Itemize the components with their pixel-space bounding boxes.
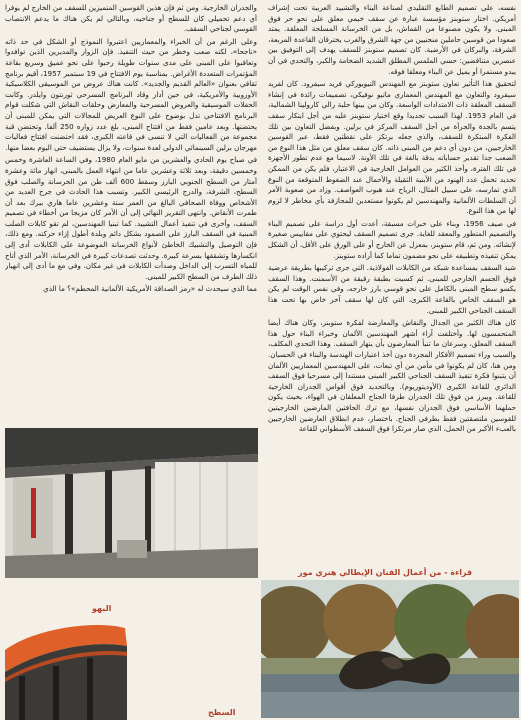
paragraph: والجدران الخارجية. ومن ثم فإن هذين القوسين المتميزين للسقف من الخارج لم يوفرا أي دعم تحميلي كان للسطح أو جناحيه، وبالتالي لم يكن هناك ما يدعم الانتصاب القوسي لجناحي السقف. bbox=[5, 3, 257, 34]
roof-caption: السطح bbox=[208, 708, 236, 717]
paragraph: في صباح يوم الحادي والعشرين من مايو العام 1980، وفي الساعة العاشرة وخمس وخمسين دقيقة، وبعد ثلاثة وعشرين عاما من انتهاء العمل بالمبنى، انهار مائة وعشرة أمتار من السطح الجنوبي البارز وسقط 600 ألف طن من الخرسانة والصلب فوق السطح، الشرفة، والدرج الرئيسي الكبير. وتسبب هذا الحادث في جرح العديد من الأشخاص ووفاة الصحافي البالغ من العمر ستة وعشرين عاما هاري بيرك بعد أن طمرت الأنقاض. وانتهى التقرير النهائي إلى أن الأمر كان مزيجا من أخطاء في تصميم السقف، وأخرى في تنفيذ أعمال التشييد. كما تبنيا المهندسين، لم تقو كابلات الصلب المبنية في السقف البارز على الصمود بشكل دائم وبلدة أطول إزاء حركته. ومع ذلك، فإن التوصيل والتشبيك الخاطئ لأنواع الخرسانة الموضوعة على الكابلات أدى إلى انكسارها وتشققها بسرعة كبيرة. وحدثت تصدعات كبيرة في الخرسانة، الأمر الذي أتاح للمياه التسرب إلى الداخل وصدأت الكابلات في غير مكان. وفي مع ما أدى إلى انهيار ذلك الطرف من السطح الكبير للمبنى. bbox=[5, 155, 257, 281]
article-column-left bbox=[5, 3, 257, 423]
lobby-photo bbox=[5, 428, 258, 578]
paragraph: في صيف 1956، وبناء على خبرات مسبقة، أعدت أول دراسة على تصميم البناء والتصميم المتطور والمعقد للغاية. جرى تصميم السقف ليحتوي على مقاييس صغيرة لإنشائه. ومن ثم، قام ستوبنز، بمعزل عن الخارج أو على الورق على الأقل، أن الشكل يمكن تنفيذه وتطبيقه على نحو مضمون تماما كما أراده ستوبنز. bbox=[268, 218, 516, 260]
sculpture-photo bbox=[261, 580, 519, 718]
paragraph: شيد السقف بمساعدة شبكة من الكابلات الفولاذية. التي جرى تركيبها بطريقة عرضية فوق الجسم الخارجي للمبنى. ثم كسيت بطبقة رقيقة من الأسمنت. وهذا السقف يكسو سطح المبنى بالكامل على نحو قوسي بارز خارجه، وفي نفس الوقت لم يكن هو السقف الخاص بالقاعة الكبرى، التي كان لها سقف آخر خاص بها تحت هذا السقف الجناحي الكبير للمبنى. bbox=[268, 263, 516, 315]
lobby-caption: البهو bbox=[92, 604, 112, 613]
paragraph: وعلى الرغم من أن الخبراء والمعماريين اعتبروا النموذج أو الشكل في حد ذاته «ناجحا»، لكنه صعب وخطر من حيث التنفيذ. فإن الزوار والمديرين الذين توافدوا وتعاقبوا على المبنى على مدى سنوات طويلة رحبوا على نحو عميق وسريع بقاعة المؤتمرات المتعددة الأغراض. بمناسبة يوم الافتتاح في 19 سبتمبر 1957، أقيم برنامج ثقافي بعنوان «العالم القديم والجديد». كانت هناك عروض من الموسيقى الكلاسيكية الأوروبية والأمريكية، في حين أدار وقاد البرنامج المسرحي ثورنتون وايلدر. وكانت الحفلات الموسيقية والعروض المسرحية والمعارض وحلقات النقاش التي شكلت قوام البرنامج الافتتاحي تدل بوضوح على النوع العريض للمجالات التي يمكن للمبنى أن يحتضنها. وبعد عامين فقط من افتتاح المبنى، بلغ عدد زواره 250 ألفا. وتحتضن قبة مجموعة من الفعاليات التي لا تنسى في قاعته الكبرى، فقد احتضنت افتتاح فعاليات مهرجان برلين السينمائي الدولي لعدة سنوات، ولا يزال يستضيف حتى اليوم بعضا منها. bbox=[5, 36, 257, 152]
sculpture-caption: قراءة - من أعمال الفنان الإيطالي هنري مور bbox=[298, 568, 473, 577]
paragraph: لتحقيق هذا التأثير تعاون ستوبنز مع المهندس النيويوركي فريد سيفرود. كان لفريد سيفرود والتعاون مع المهندس المعماري ماتيو نوفيكي، تصميمات رائدة في إنشاء السقف المعلقة ذات الامتدادات الواسعة. وكان من بينها حلبة رالي كارولينا الشمالية، في العام 1953. لهذا السبب تحديدا وقع اختيار ستوبنز عليه من أجل ابتكار سقف يتسم بالجدة والجرأة من أجل السقف المركز في برلين. وبفضل التعاون بين تلك الفكرة المبتكرة للسقف، والذي جعله يرتكز على نقطتين فقط، عبر القوسين الخارجيين، من دون أي دعم من المبنى ذاته. كان سقف معلق من مثل هذا النوع من الصعب جدا تقدير حساباته بدقة بالغة في تلك الأونة. لاسيما مع عدم تطور الأجهزة في تلك الفترة، وأخذ الكثير من العوامل الخارجية في الاعتبار، فلم يكن من الممكن تحديد تحمل عدد الهنود من الأبنية الثقيلة والأحمال عند الضغوط المتوقعة من النوع الذي تمارسه، على سبيل المثال، الرياح عند هبوب العواصف. وزاد من صعوبة الأمر أن السلطات الألمانية والمهندسين لم يكونوا مستعدين للمجازفة بأي مخاطر لا لزوم لها من هذا النوع. bbox=[268, 79, 516, 216]
paragraph: كان هناك الكثير من الجدال والنقاش والمعارضة لفكرة ستوبنز، وكان هناك أيضا المتحمسون لها. وأختلفت آراء أشهر المهندسين الألمان وخبراء البناء حول هذا السقف المعلق، وسرعان ما تنبأ المعارضون بأن ينهار السقف. وهذا التحدي المكلف، والسبب وراء تصميم الأفكار المجردة دون أخذ اعتبارات الهندسة والبناء في الحسبان. ومن هنا، كان لم يكونوا في مأمن من أي تبعات، على المهندسين المعماريين الألمان أن يتبنوا فكرة تنفيذ السقف الجناحي الكبير المبنى مستندا إلى مسرحيا فوق السقف الدائري للقاعة الكبرى (الأوديتوريوم). وبالتحديد فوق أقواس الجدران الخارجية للقاعة. ويبرز من فوق تلك الجدران طرفا الجناح المعلقان في الهواء، بحيث يكون حملهما الأساسي فوق الجدران نفسها، مع ترك الحافتين المارضين الخارجيتين للقوسين ملتصقتين فقط بطرفي الجناح. باختصار، عدم انطلاق العارضين الخارجيين بالعبء الأكبر من الحمل، الذي صار مرتكزا فوق السقف الأسطواني للقاعة bbox=[268, 318, 516, 434]
article-column-right bbox=[268, 3, 516, 561]
roof-photo bbox=[5, 614, 258, 720]
paragraph: نفسه، على تصميم الطابع التقليدي لصناعة البناء والتشييد العربية تحت إشراف أمريكي. اختار ستوبنز مؤسسة عبارة عن سقف خيمي معلق على نحو حر فوق المبنى. ولا يكون مصنوعا من القماش، بل من الخرسانة المسلحة المعلقة. يمتد صعودا من قوسين حاملين منحنيين من جهة الشرق والغرب يخترقان القاعدة المربعة، الشرفة، والبركان في الأرضية. كان تصميم ستوبنز للسقف يهدف إلى التوفيق بين عنصرين متناقضين: حسي الملمس المطلق الشديد الضخامة والكبر، والتحدي في أن يبدو مستمرا أو يميل عن البناء ومعلقا فوقه. bbox=[268, 3, 516, 76]
paragraph: مما الذي سيحدث له «رمز الصداقة الأمريكية الألمانية المحطم»؟ ما الذي bbox=[43, 284, 257, 294]
